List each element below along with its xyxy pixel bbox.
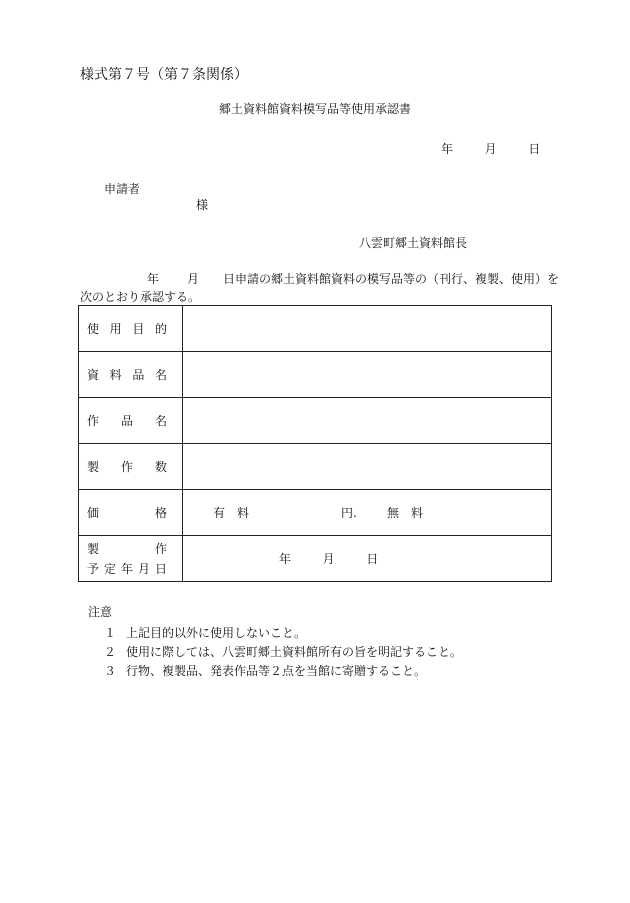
approval-text-line1 bbox=[147, 270, 559, 287]
document-title: 郷土資料館資料模写品等使用承認書 bbox=[218, 102, 411, 116]
label-char: 名 bbox=[154, 368, 167, 382]
label-item-name bbox=[79, 352, 183, 398]
note-text: 使用に際しては、八雲町郷土資料館所有の旨を明記すること。 bbox=[126, 645, 463, 659]
notes-title: 注意 bbox=[88, 605, 113, 619]
value-item-name[interactable] bbox=[183, 352, 552, 398]
label-char: 格 bbox=[154, 506, 167, 520]
issue-date-year: 年 bbox=[441, 142, 454, 156]
note-number: ２ bbox=[104, 645, 117, 659]
label-price bbox=[79, 490, 183, 536]
applicant-label: 申請者 bbox=[104, 182, 141, 196]
label-char: 数 bbox=[154, 460, 167, 474]
label-char: 年 bbox=[120, 562, 133, 576]
schedule-day: 日 bbox=[366, 552, 379, 566]
row-quantity bbox=[79, 444, 552, 490]
label-char: 用 bbox=[109, 322, 122, 336]
note-item bbox=[104, 643, 462, 660]
label-purpose bbox=[79, 306, 183, 352]
row-item-name bbox=[79, 352, 552, 398]
label-char: 予 bbox=[87, 562, 100, 576]
value-work-name[interactable] bbox=[183, 398, 552, 444]
label-char: 作 bbox=[154, 542, 167, 556]
approval-rest: 日申請の郷土資料館資料の模写品等の（刊行、複製、使用）を bbox=[223, 272, 560, 286]
label-char: 目 bbox=[132, 322, 145, 336]
schedule-month: 月 bbox=[322, 552, 335, 566]
row-price bbox=[79, 490, 552, 536]
label-char: 料 bbox=[109, 368, 122, 382]
price-free: 無 料 bbox=[387, 506, 424, 520]
approval-table bbox=[78, 305, 552, 582]
approval-text-line2: 次のとおり承認する。 bbox=[80, 290, 201, 304]
label-char: 作 bbox=[87, 414, 100, 428]
label-char: 定 bbox=[103, 562, 116, 576]
row-purpose bbox=[79, 306, 552, 352]
label-char: 価 bbox=[87, 506, 100, 520]
note-number: ３ bbox=[104, 664, 117, 678]
issue-date bbox=[441, 140, 540, 157]
label-char: 月 bbox=[137, 562, 150, 576]
label-schedule bbox=[79, 536, 183, 582]
approval-year: 年 bbox=[147, 272, 160, 286]
issue-date-month: 月 bbox=[484, 142, 497, 156]
note-text: 行物、複製品、発表作品等２点を当館に寄贈すること。 bbox=[126, 664, 427, 678]
label-char: 的 bbox=[154, 322, 167, 336]
approval-month: 月 bbox=[187, 272, 200, 286]
label-char: 品 bbox=[120, 414, 133, 428]
label-char: 製 bbox=[87, 542, 100, 556]
label-char: 資 bbox=[87, 368, 100, 382]
schedule-year: 年 bbox=[279, 552, 292, 566]
note-item bbox=[104, 662, 426, 679]
value-quantity[interactable] bbox=[183, 444, 552, 490]
form-number: 様式第７号（第７条関係） bbox=[80, 67, 248, 83]
label-char: 日 bbox=[154, 562, 167, 576]
value-schedule[interactable] bbox=[183, 536, 552, 582]
price-yen: 円. bbox=[341, 506, 357, 520]
label-quantity bbox=[79, 444, 183, 490]
label-work-name bbox=[79, 398, 183, 444]
label-char: 品 bbox=[132, 368, 145, 382]
row-schedule bbox=[79, 536, 552, 582]
label-char: 使 bbox=[87, 322, 100, 336]
honorific-sama: 様 bbox=[196, 198, 209, 212]
label-char: 名 bbox=[154, 414, 167, 428]
label-char: 作 bbox=[120, 460, 133, 474]
museum-director: 八雲町郷土資料館長 bbox=[359, 236, 468, 250]
note-text: 上記目的以外に使用しないこと。 bbox=[126, 626, 307, 640]
issue-date-day: 日 bbox=[528, 142, 541, 156]
row-work-name bbox=[79, 398, 552, 444]
label-char: 製 bbox=[87, 460, 100, 474]
value-price[interactable] bbox=[183, 490, 552, 536]
note-number: １ bbox=[104, 626, 117, 640]
note-item bbox=[104, 624, 306, 641]
value-purpose[interactable] bbox=[183, 306, 552, 352]
price-paid: 有 料 bbox=[213, 506, 250, 520]
